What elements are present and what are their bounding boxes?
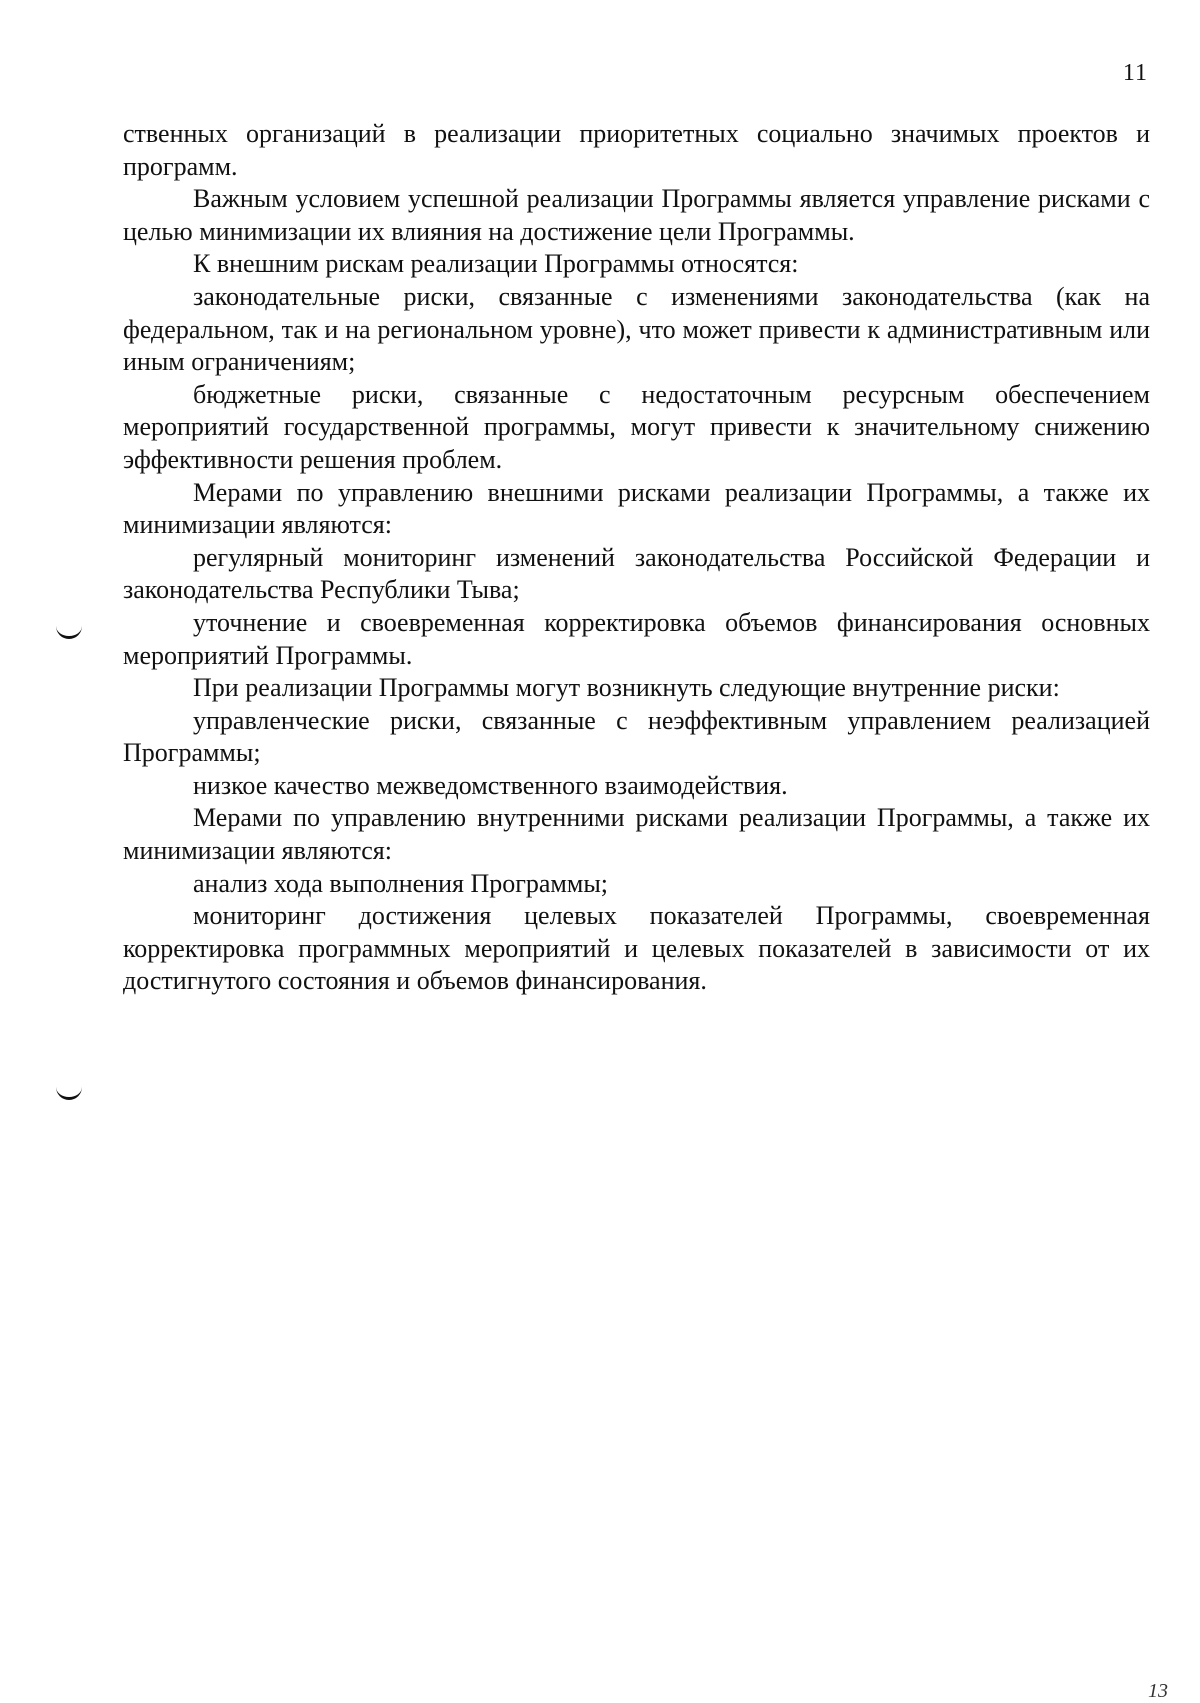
paragraph-funding-adjustment: уточнение и своевременная корректировка объемов финансирования основных мероприятий Программы.: [123, 607, 1150, 670]
paragraph-legislative-risks: законодательные риски, связанные с изменениями законодательства (как на федеральном, так и на региональном уровне), что может привести к административным или иным ограничениям;: [123, 281, 1150, 377]
paragraph-legislation-monitoring: регулярный мониторинг изменений законодательства Российской Федерации и законодательства Республики Тыва;: [123, 542, 1150, 605]
paragraph-internal-measures-intro: Мерами по управлению внутренними рисками реализации Программы, а также их минимизации являются:: [123, 803, 1150, 866]
page-number: 11: [1122, 60, 1148, 86]
handwritten-page-note: 13: [1148, 1680, 1168, 1702]
paragraph-target-monitoring: мониторинг достижения целевых показателей Программы, своевременная корректировка программных мероприятий и целевых показателей в зависимости от их достигнутого состояния и объемов финансирования.: [123, 901, 1150, 996]
paragraph-risk-management: Важным условием успешной реализации Программы является управление рисками с целью минимизации их влияния на достижение цели Программы.: [123, 184, 1150, 246]
paragraph-internal-risks-intro: При реализации Программы могут возникнуть следующие внутренние риски:: [193, 673, 1060, 703]
paragraph-budget-risks: бюджетные риски, связанные с недостаточным ресурсным обеспечением мероприятий государственной программы, могут привести к значительному снижению эффективности решения проблем.: [123, 379, 1150, 474]
paragraph-management-risks: управленческие риски, связанные с неэффективным управлением реализацией Программы;: [123, 705, 1150, 768]
paragraph-progress-analysis: анализ хода выполнения Программы;: [193, 868, 609, 898]
paragraph-external-risks-intro: К внешним рискам реализации Программы относятся:: [193, 249, 799, 279]
paragraph-external-measures-intro: Мерами по управлению внешними рисками реализации Программы, а также их минимизации являются:: [123, 477, 1150, 540]
binding-mark: [56, 626, 82, 639]
binding-mark: [56, 1087, 82, 1100]
paragraph-continuation: ственных организаций в реализации приоритетных социально значимых проектов и программ.: [123, 119, 1150, 181]
paragraph-interagency-quality: низкое качество межведомственного взаимодействия.: [193, 770, 788, 800]
document-body: [123, 118, 1150, 998]
